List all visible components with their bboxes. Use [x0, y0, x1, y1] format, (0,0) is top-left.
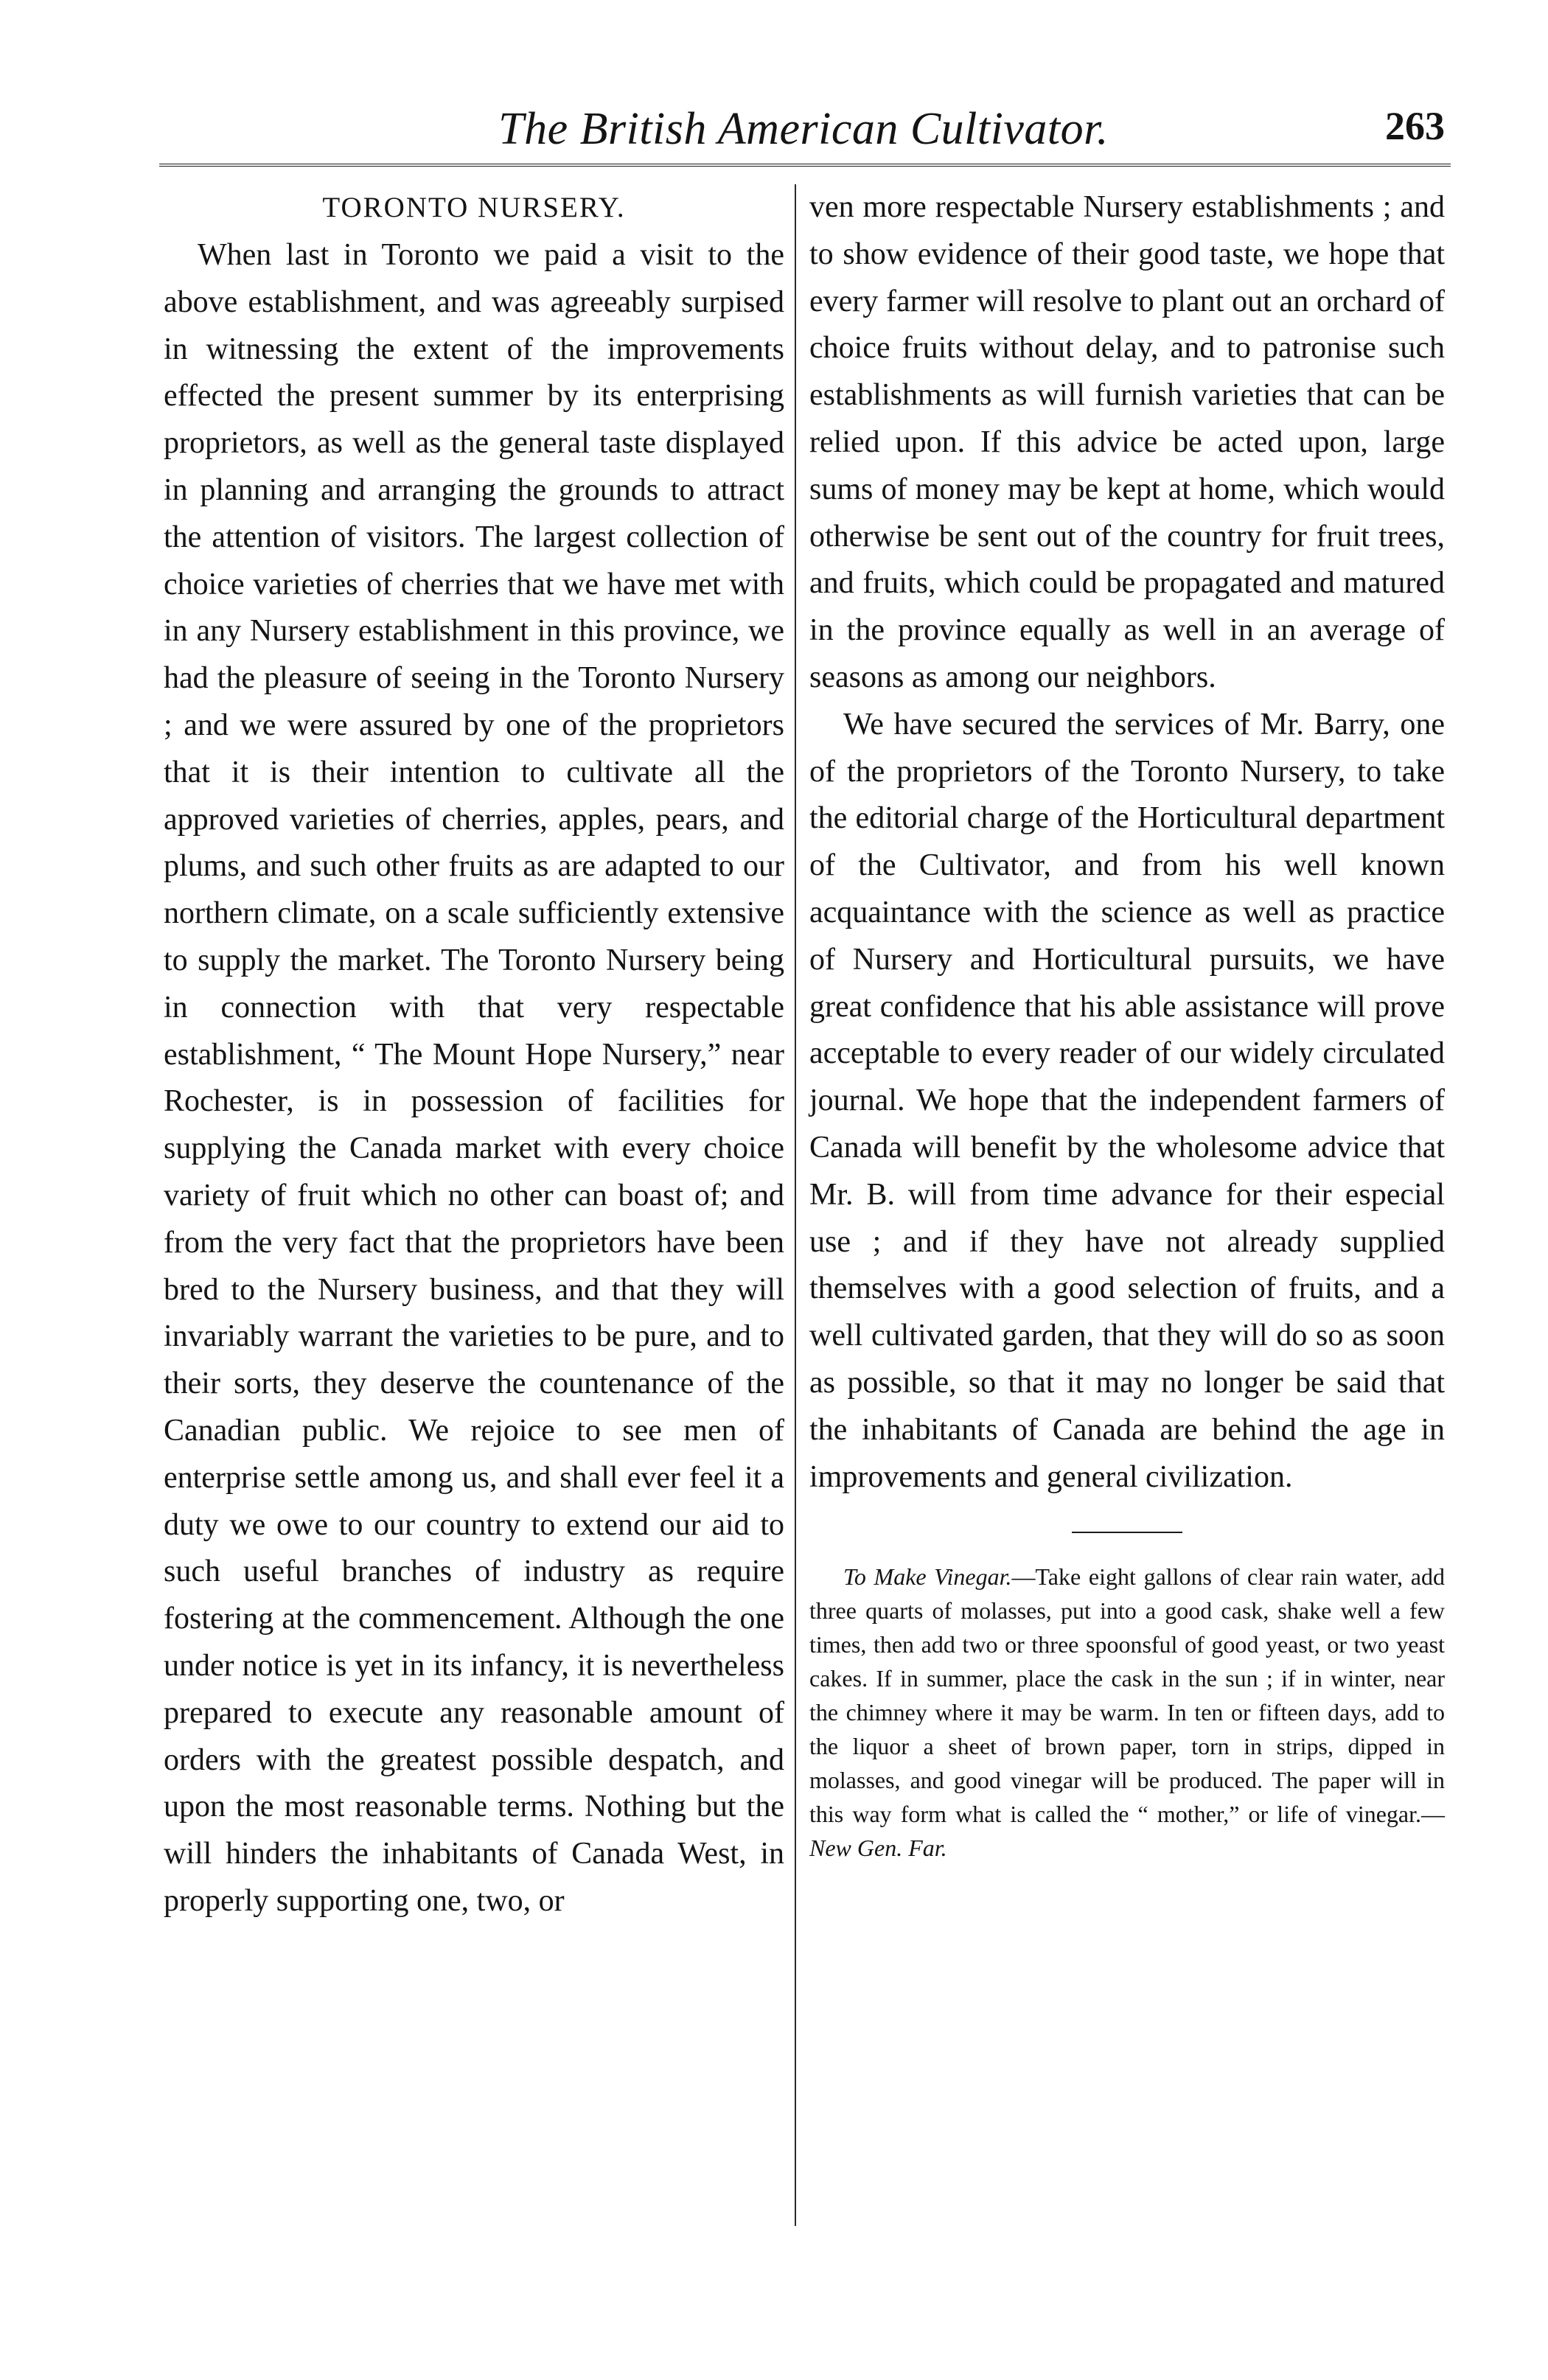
article-continuation: ven more respectable Nursery establishments ; and to show evidence of their good taste, we hope that every farmer will resolve to plant out an orchard of choice fruits without delay, and to patronise such establishments as will furnish varieties that can be relied upon. If this advice be acted upon, large sums of money may be kept at home, which would otherwise be sent out of the country for fruit trees, and fruits, which could be propagated and matured in the province equally as well in an average of seasons as among our neighbors. — [809, 190, 1445, 694]
article-paragraph: When last in Toronto we paid a visit to the above establishment, and was agreeably surpised in witnessing the extent of the improvements effected the present summer by its enterprising proprietors, as well as the general taste displayed in planning and arranging the grounds to attract the attention of visitors. The largest collection of choice varieties of cherries that we have met with in any Nursery establishment in this province, we had the pleasure of seeing in the Toronto Nursery ; and we were assured by one of the proprietors that it is their intention to cultivate all the approved varieties of cherries, apples, pears, and plums, and such other fruits as are adapted to our northern climate, on a scale sufficiently extensive to supply the market. The Toronto Nursery being in connection with that very respectable establishment, “ The Mount Hope Nursery,” near Rochester, is in possession of facilities for supplying the Canada market with every choice variety of fruit which no other can boast of; and from the very fact that the proprietors have been bred to the Nursery business, and that they will invariably warrant the varieties to be pure, and to their sorts, they deserve the countenance of the Canadian public. We rejoice to see men of enterprise settle among us, and shall ever feel it a duty we owe to our country to extend our aid to such useful branches of industry as require fostering at the commencement. Although the one under notice is yet in its infancy, it is nevertheless prepared to execute any reasonable amount of orders with the greatest possible despatch, and upon the most reasonable terms. Nothing but the will hinders the inhabitants of Canada West, in properly supporting one, two, or — [164, 238, 784, 1918]
article-heading: TORONTO NURSERY. — [322, 192, 626, 223]
recipe-title: To Make Vinegar. — [843, 1563, 1012, 1591]
header-rule — [159, 164, 1451, 167]
recipe-body: —Take eight gallons of clear rain water, add three quarts of molasses, put into a good cask, shake well a few times, then add two or three spoonsful of good yeast, or two yeast cakes. If in summer, place the cask in the sun ; if in winter, near the chimney where it may be warm. In ten or fifteen days, add to the liquor a sheet of brown paper, torn in strips, dipped in molasses, and good vinegar will be produced. The paper will in this way form what is called the “ mother,” or life of vinegar.— — [809, 1563, 1446, 1828]
editorial-notice-paragraph: We have secured the services of Mr. Barry, one of the proprietors of the Toronto Nursery, to take the editorial charge of the Horticultural department of the Cultivator, and from his well known acquaintance with the science as well as practice of Nursery and Horticultural pursuits, we have great confidence that his able assistance will prove acceptable to every reader of our widely circulated journal. We hope that the independent farmers of Canada will benefit by the wholesome advice that Mr. B. will from time advance for their especial use ; and if they have not already supplied themselves with a good selection of fruits, and a well cultivated garden, that they will do so as soon as possible, so that it may no longer be said that the inhabitants of Canada are behind the age in improvements and general civilization. — [809, 707, 1445, 1494]
right-column — [809, 184, 1445, 1865]
vinegar-recipe — [809, 1560, 1445, 1865]
recipe-source: New Gen. Far. — [809, 1835, 947, 1862]
running-head — [162, 103, 1445, 162]
page-number: 263 — [1385, 104, 1445, 148]
left-column — [164, 184, 784, 1925]
section-separator — [1072, 1532, 1182, 1533]
running-title: The British American Cultivator. — [498, 104, 1109, 154]
column-divider — [795, 184, 796, 2226]
